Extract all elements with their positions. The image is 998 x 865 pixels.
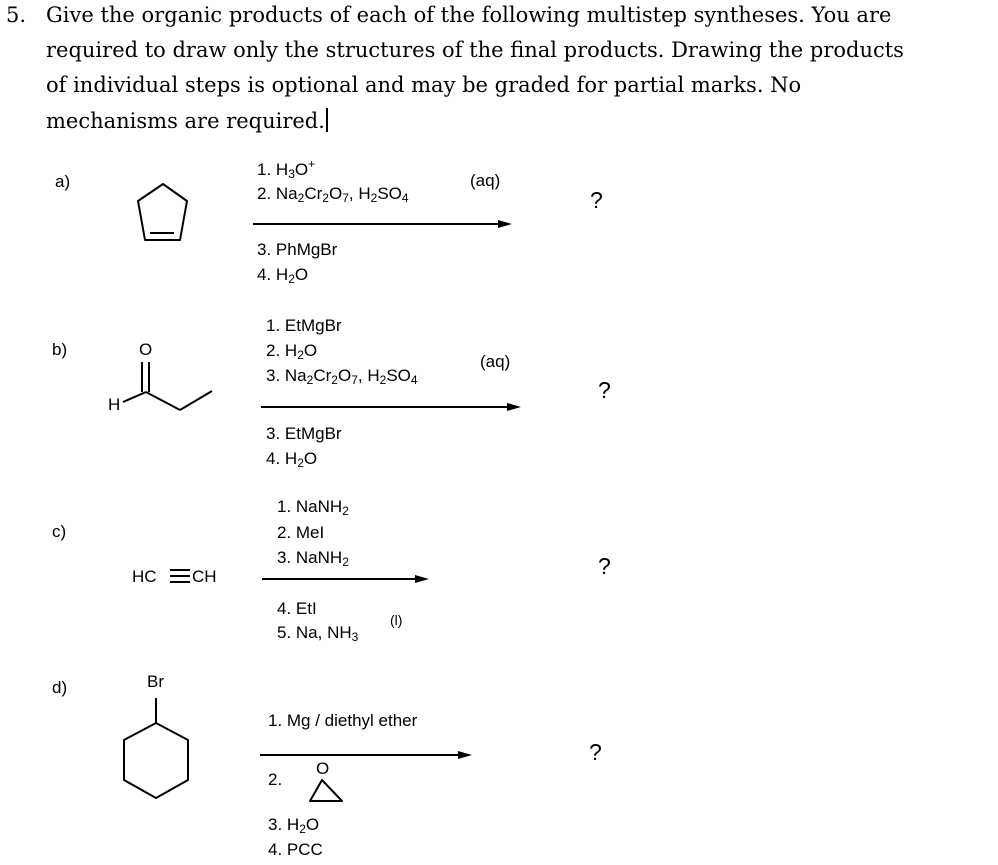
part-b-reagent-1: 1. EtMgBr bbox=[266, 316, 342, 335]
part-b-aq-note: (aq) bbox=[480, 352, 511, 371]
part-c-answer: ? bbox=[598, 553, 611, 579]
part-a-answer: ? bbox=[590, 187, 603, 213]
part-b-answer: ? bbox=[598, 377, 611, 403]
question-line-4-text: mechanisms are required. bbox=[46, 109, 325, 133]
part-c-liquid-note: (l) bbox=[390, 612, 403, 628]
propanal-structure bbox=[123, 362, 212, 410]
triple-bond bbox=[170, 570, 190, 582]
part-c-reagent-3: 3. NaNH$_2$ bbox=[277, 548, 349, 569]
ethylene-oxide-structure bbox=[310, 780, 342, 801]
part-d-answer: ? bbox=[589, 739, 602, 765]
part-d-label: d) bbox=[52, 678, 68, 697]
bromine-atom: Br bbox=[147, 672, 164, 691]
part-b-reagent-5: 4. $H_2O$ bbox=[266, 449, 318, 470]
arrowhead-c bbox=[415, 575, 429, 583]
part-d-step-2-number: 2. bbox=[268, 770, 283, 789]
part-d-reagent-4: 4. PCC bbox=[268, 840, 323, 859]
part-a-reagent-4: 4. $H_2O$ bbox=[257, 265, 309, 286]
part-c-label: c) bbox=[52, 522, 67, 541]
arrowhead-a bbox=[498, 220, 512, 228]
part-c-reagent-5: 5. Na, $NH_3$ bbox=[277, 623, 359, 644]
cyclopentene-structure bbox=[138, 184, 187, 240]
question-line-2: required to draw only the structures of the final products. Drawing the products bbox=[46, 38, 904, 62]
part-d-reagent-1: 1. Mg / diethyl ether bbox=[268, 711, 418, 730]
acetylene-right: CH bbox=[192, 567, 217, 586]
arrowhead-d bbox=[458, 751, 472, 759]
question-number: 5. bbox=[6, 3, 27, 27]
part-a-aq-note: (aq) bbox=[470, 171, 501, 190]
part-a-reagent-1: 1. $H_3O^+$ bbox=[257, 157, 316, 181]
part-c-reagent-4: 4. EtI bbox=[277, 599, 317, 618]
epoxide-oxygen: O bbox=[316, 759, 330, 778]
arrowhead-b bbox=[507, 403, 521, 411]
acetylene-left: HC bbox=[132, 567, 157, 586]
carbonyl-oxygen: O bbox=[139, 340, 153, 359]
part-c-reagent-2: 2. MeI bbox=[277, 523, 325, 542]
part-d-reagent-3: 3. $H_2O$ bbox=[268, 815, 320, 836]
part-a-label: a) bbox=[55, 172, 71, 191]
part-b-reagent-3: 3. $Na_2Cr_2O_7$, $H_2SO_4$ bbox=[266, 366, 418, 387]
part-c-reagent-1: 1. NaNH$_2$ bbox=[277, 497, 349, 518]
part-b-reagent-2: 2. $H_2O$ bbox=[266, 341, 318, 362]
part-b-reagent-4: 3. EtMgBr bbox=[266, 424, 342, 443]
question-line-3: of individual steps is optional and may be graded for partial marks. No bbox=[46, 73, 802, 97]
part-a-reagent-2: 2. $Na_2Cr_2O_7$, $H_2SO_4$ bbox=[257, 184, 409, 205]
part-b-label: b) bbox=[52, 340, 68, 359]
question-line-1: Give the organic products of each of the following multistep syntheses. You are bbox=[46, 3, 892, 27]
part-a-reagent-3: 3. PhMgBr bbox=[257, 240, 338, 259]
bromocyclohexane-structure bbox=[124, 723, 188, 798]
aldehyde-hydrogen: H bbox=[108, 395, 121, 414]
